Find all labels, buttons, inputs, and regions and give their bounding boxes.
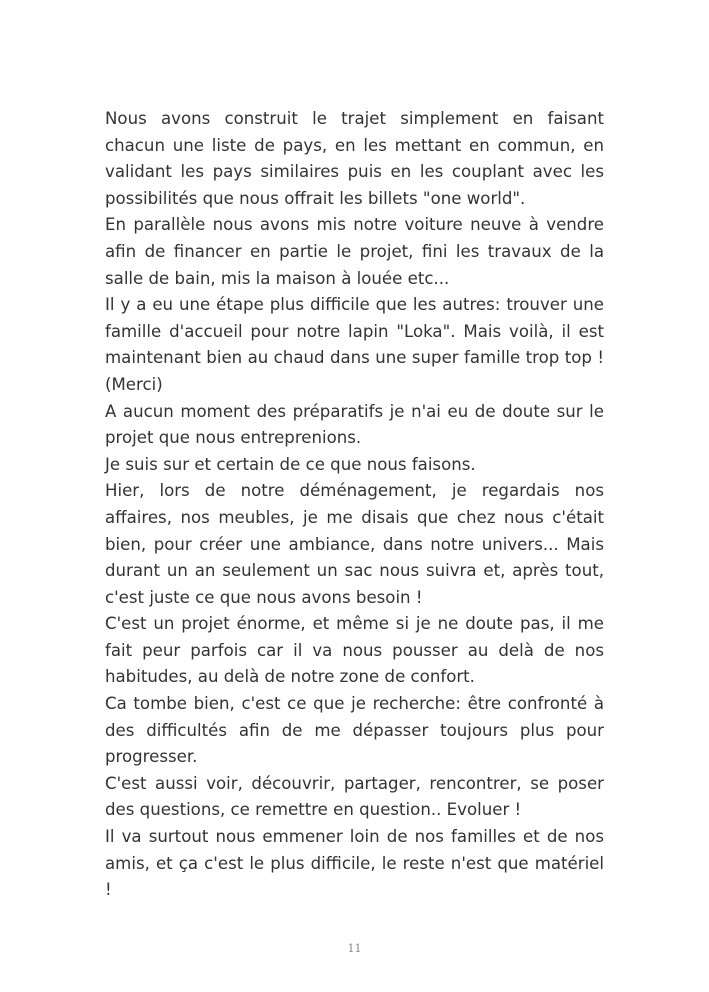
paragraph-10: Il va surtout nous emmener loin de nos familles et de nos amis, et ça c'est le plus difficile, le reste n'est que matériel ! <box>105 827 604 900</box>
paragraph-9: C'est aussi voir, découvrir, partager, rencontrer, se poser des questions, ce remettre en question.. Evoluer ! <box>105 773 604 820</box>
paragraph-2: En parallèle nous avons mis notre voiture neuve à vendre afin de financer en partie le projet, fini les travaux de la salle de bain, mis la maison à louée etc... <box>105 215 604 288</box>
paragraph-7: C'est un projet énorme, et même si je ne doute pas, il me fait peur parfois car il va nous pousser au delà de nos habitudes, au delà de notre zone de confort. <box>105 614 604 687</box>
page-number: 11 <box>347 942 362 955</box>
paragraph-4: A aucun moment des préparatifs je n'ai eu de doute sur le projet que nous entreprenions. <box>105 401 604 448</box>
body-text <box>105 106 604 904</box>
paragraph-5: Je suis sur et certain de ce que nous faisons. <box>105 454 476 474</box>
paragraph-8: Ca tombe bien, c'est ce que je recherche: être confronté à des difficultés afin de me dépasser toujours plus pour progresser. <box>105 694 604 767</box>
paragraph-3: Il y a eu une étape plus difficile que les autres: trouver une famille d'accueil pour notre lapin "Loka". Mais voilà, il est maintenant bien au chaud dans une super famille trop top ! (Merci) <box>105 295 604 394</box>
paragraph-6: Hier, lors de notre déménagement, je regardais nos affaires, nos meubles, je me disais que chez nous c'était bien, pour créer une ambiance, dans notre univers... Mais durant un an seulement un sac nous suivra et, après tout, c'est juste ce que nous avons besoin ! <box>105 481 604 607</box>
paragraph-1: Nous avons construit le trajet simplement en faisant chacun une liste de pays, en les mettant en commun, en validant les pays similaires puis en les couplant avec les possibilités que nous offrait les billets "one world". <box>105 109 604 208</box>
